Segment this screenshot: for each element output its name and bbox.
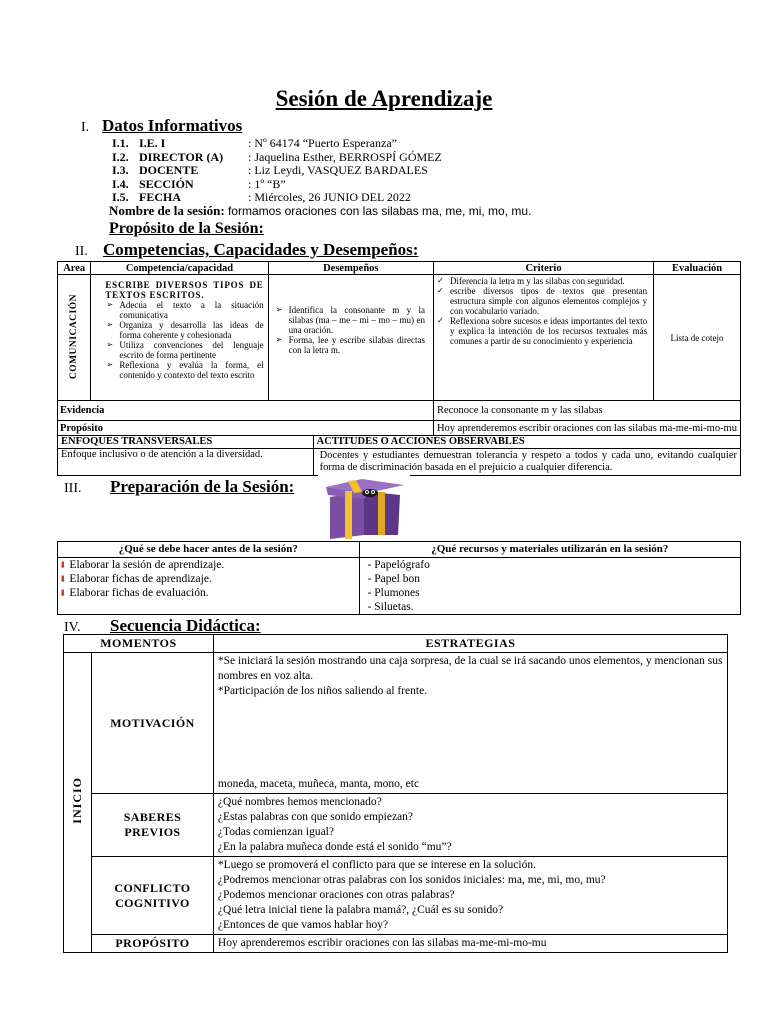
prep-header-materials: ¿Qué recursos y materiales utilizarán en la sesión? [359, 542, 740, 558]
strategy-cell [213, 935, 727, 953]
list-item: ➢ Identifica la consonante m y la silabas (ma – me – mi – mo – mu) en una oración. [275, 305, 425, 335]
list-item: - Plumones [367, 587, 420, 599]
table-row [64, 794, 728, 857]
list-item: ✓ escribe diversos tipos de textos que presentan estructura simple con algunos elementos complejos y con vocabulario variado. [436, 286, 647, 316]
session-name-label: Nombre de la sesión: [109, 203, 225, 218]
table-row [58, 421, 741, 436]
session-name-value: formamos oraciones con las silabas ma, me, mi, mo, mu. [227, 204, 532, 218]
strategy-line: ¿Qué letra inicial tiene la palabra mamá?, ¿Cuál es su sonido? [217, 904, 504, 916]
header-desempenos: Desempeños [268, 262, 433, 275]
table-header-row [58, 436, 741, 449]
strategy-cell [213, 794, 727, 857]
proposito-label-cell [58, 421, 434, 436]
strategy-line: Hoy aprenderemos escribir oraciones con las silabas ma-me-mi-mo-mu [217, 937, 547, 949]
surprise-box-icon [318, 475, 410, 543]
moment-saberes-previos: SABERES PREVIOS [91, 794, 213, 857]
table-row [58, 401, 741, 421]
strategy-line: ¿En la palabra muñeca donde está el sonido “mu”? [217, 841, 452, 853]
purpose-heading: Propósito de la Sesión: [109, 220, 264, 237]
evidencia-value: Reconoce la consonante m y las silabas [436, 405, 603, 416]
proposito-value-cell [433, 421, 740, 436]
list-item: ⬇ Elaborar fichas de evaluación. [59, 587, 209, 599]
section-1-number: I. [81, 120, 90, 135]
evidencia-label: Evidencia [60, 405, 105, 416]
table-row [58, 558, 741, 615]
info-key: FECHA [139, 190, 181, 204]
table-row [64, 935, 728, 953]
strategy-line: ¿Podremos mencionar otras palabras con los sonidos iniciales: ma, me, mi, mo, mu? [217, 874, 606, 886]
info-row [112, 178, 612, 191]
section-3-title: Preparación de la Sesión: [110, 477, 295, 496]
phase-label: INICIO [69, 776, 84, 824]
list-item: ⬇ Elaborar fichas de aprendizaje. [59, 573, 212, 585]
table-row [58, 449, 741, 476]
preparation-table [57, 541, 741, 615]
table-row [64, 653, 728, 794]
enfoque-value: Enfoque inclusivo o de atención a la diversidad. [58, 449, 314, 476]
area-cell [58, 275, 91, 401]
desempenos-cell [268, 275, 433, 401]
list-item: ✓ Reflexiona sobre sucesos e ideas importantes del texto y explica la intención de los recursos textuales más comunes a partir de su conocimiento y experiencia [436, 316, 647, 346]
list-item: ✓ Diferencia la letra m y las silabas con seguridad. [436, 276, 647, 286]
area-label: COMUNICACIÓN [69, 293, 80, 380]
criterio-cell [433, 275, 653, 401]
evaluacion-value: Lista de cotejo [670, 332, 724, 343]
info-number: I.2. [112, 149, 129, 164]
header-competencia: Competencia/capacidad [91, 262, 268, 275]
actitudes-header: ACTITUDES O ACCIONES OBSERVABLES [313, 436, 740, 449]
strategy-line: *Se iniciará la sesión mostrando una caja sorpresa, de la cual se irá sacando unos elementos, y mencionan sus nombres en voz alta. [217, 655, 723, 682]
header-evaluacion: Evaluación [654, 262, 741, 275]
capacidades-list [105, 300, 263, 380]
arrow-bullet-icon: ⬇ [59, 560, 67, 570]
strategy-line: *Luego se promoverá el conflicto para que se interese en la solución. [217, 859, 536, 871]
strategy-line: ¿Qué nombres hemos mencionado? [217, 796, 382, 808]
info-value: : 1º “B” [248, 176, 286, 191]
list-item: - Papelógrafo [367, 559, 430, 571]
evidencia-value-cell [433, 401, 740, 421]
materials-cell [359, 558, 740, 615]
phase-cell [64, 653, 92, 953]
competencia-cell [91, 275, 268, 401]
session-name [109, 203, 531, 219]
strategy-cell [213, 653, 727, 794]
criterios-list [436, 276, 647, 346]
info-row [112, 137, 612, 150]
list-item: ➢ Reflexiona y evalúa la forma, el contenido y contexto del texto escrito [105, 360, 263, 380]
info-number: I.3. [112, 163, 129, 177]
table-header-row [58, 542, 741, 558]
proposito-value: Hoy aprenderemos escribir oraciones con las silabas ma-me-mi-mo-mu [436, 422, 737, 434]
section-2-title: Competencias, Capacidades y Desempeños: [103, 240, 419, 259]
info-value: : Liz Leydi, VASQUEZ BARDALES [248, 163, 428, 177]
info-key: DIRECTOR (A) [139, 149, 224, 164]
list-item: - Papel bon [367, 573, 420, 585]
table-header-row [58, 262, 741, 275]
desempenos-list [275, 305, 425, 355]
list-item: ➢ Forma, lee y escribe silabas directas con la letra m. [275, 335, 425, 355]
info-number: I.4. [112, 176, 129, 191]
strategy-line: ¿Podemos mencionar oraciones con otras palabras? [217, 889, 455, 901]
info-key: SECCIÓN [139, 176, 194, 191]
info-value: : Jaquelina Esther, BERROSPÍ GÓMEZ [248, 149, 442, 164]
evidencia-label-cell [58, 401, 434, 421]
list-item: ➢ Adecúa el texto a la situación comunicativa [105, 300, 263, 320]
strategy-line: *Participación de los niños saliendo al frente. [217, 685, 428, 697]
info-key: I.E. I [139, 136, 166, 150]
section-4-title: Secuencia Didáctica: [110, 616, 261, 635]
list-item: ➢ Utiliza convenciones del lenguaje escrito de forma pertinente [105, 340, 263, 360]
competencies-table [57, 261, 741, 436]
header-area: Area [58, 262, 91, 275]
strategy-footer: moneda, maceta, muñeca, manta, mono, etc [217, 778, 420, 790]
info-number: I.5. [112, 190, 129, 204]
strategy-line: ¿Todas comienzan igual? [217, 826, 334, 838]
info-value: : Miércoles, 26 JUNIO DEL 2022 [248, 190, 411, 204]
info-row [112, 151, 612, 164]
enfoques-table [57, 436, 741, 476]
table-row [64, 857, 728, 935]
strategy-cell [213, 857, 727, 935]
moment-proposito: PROPÓSITO [91, 935, 213, 953]
strategy-line: ¿Estas palabras con que sonido empiezan? [217, 811, 414, 823]
moment-conflicto-cognitivo: CONFLICTO COGNITIVO [91, 857, 213, 935]
header-criterio: Criterio [433, 262, 653, 275]
didactic-sequence-table [63, 634, 728, 953]
list-item: ➢ Organiza y desarrolla las ideas de forma coherente y cohesionada [105, 320, 263, 340]
competencia-title: ESCRIBE DIVERSOS TIPOS DE TEXTOS ESCRITOS. [105, 280, 264, 300]
moment-motivacion: MOTIVACIÓN [91, 653, 213, 794]
section-3-number: III. [64, 481, 82, 496]
table-header-row [64, 635, 728, 653]
proposito-label: Propósito [60, 422, 103, 434]
evaluacion-cell [654, 275, 741, 401]
info-key: DOCENTE [139, 163, 199, 177]
header-momentos: MOMENTOS [64, 635, 214, 653]
actitud-value: Docentes y estudiantes demuestran tolerancia y respeto a todos y cada uno, evitando cualquier forma de discriminación basada en el prejuicio a cualquier diferencia. [313, 449, 740, 476]
section-1-title: Datos Informativos [102, 116, 243, 135]
info-value: : Nº 64174 “Puerto Esperanza” [248, 136, 398, 150]
strategy-line: ¿Entonces de que vamos hablar hoy? [217, 919, 389, 931]
before-cell [58, 558, 360, 615]
list-item: - Siluetas. [367, 601, 414, 613]
info-row [112, 164, 612, 177]
header-estrategias: ESTRATEGIAS [213, 635, 727, 653]
prep-header-before: ¿Qué se debe hacer antes de la sesión? [58, 542, 360, 558]
table-row [58, 275, 741, 401]
info-number: I.1. [112, 136, 129, 150]
page-title: Sesión de Aprendizaje [275, 86, 493, 111]
arrow-bullet-icon: ⬇ [59, 574, 67, 584]
section-2-number: II. [75, 244, 88, 259]
section-4-number: IV. [64, 620, 81, 635]
arrow-bullet-icon: ⬇ [59, 588, 67, 598]
list-item: ⬇ Elaborar la sesión de aprendizaje. [59, 559, 225, 571]
info-list [112, 137, 612, 207]
enfoques-header: ENFOQUES TRANSVERSALES [58, 436, 314, 449]
